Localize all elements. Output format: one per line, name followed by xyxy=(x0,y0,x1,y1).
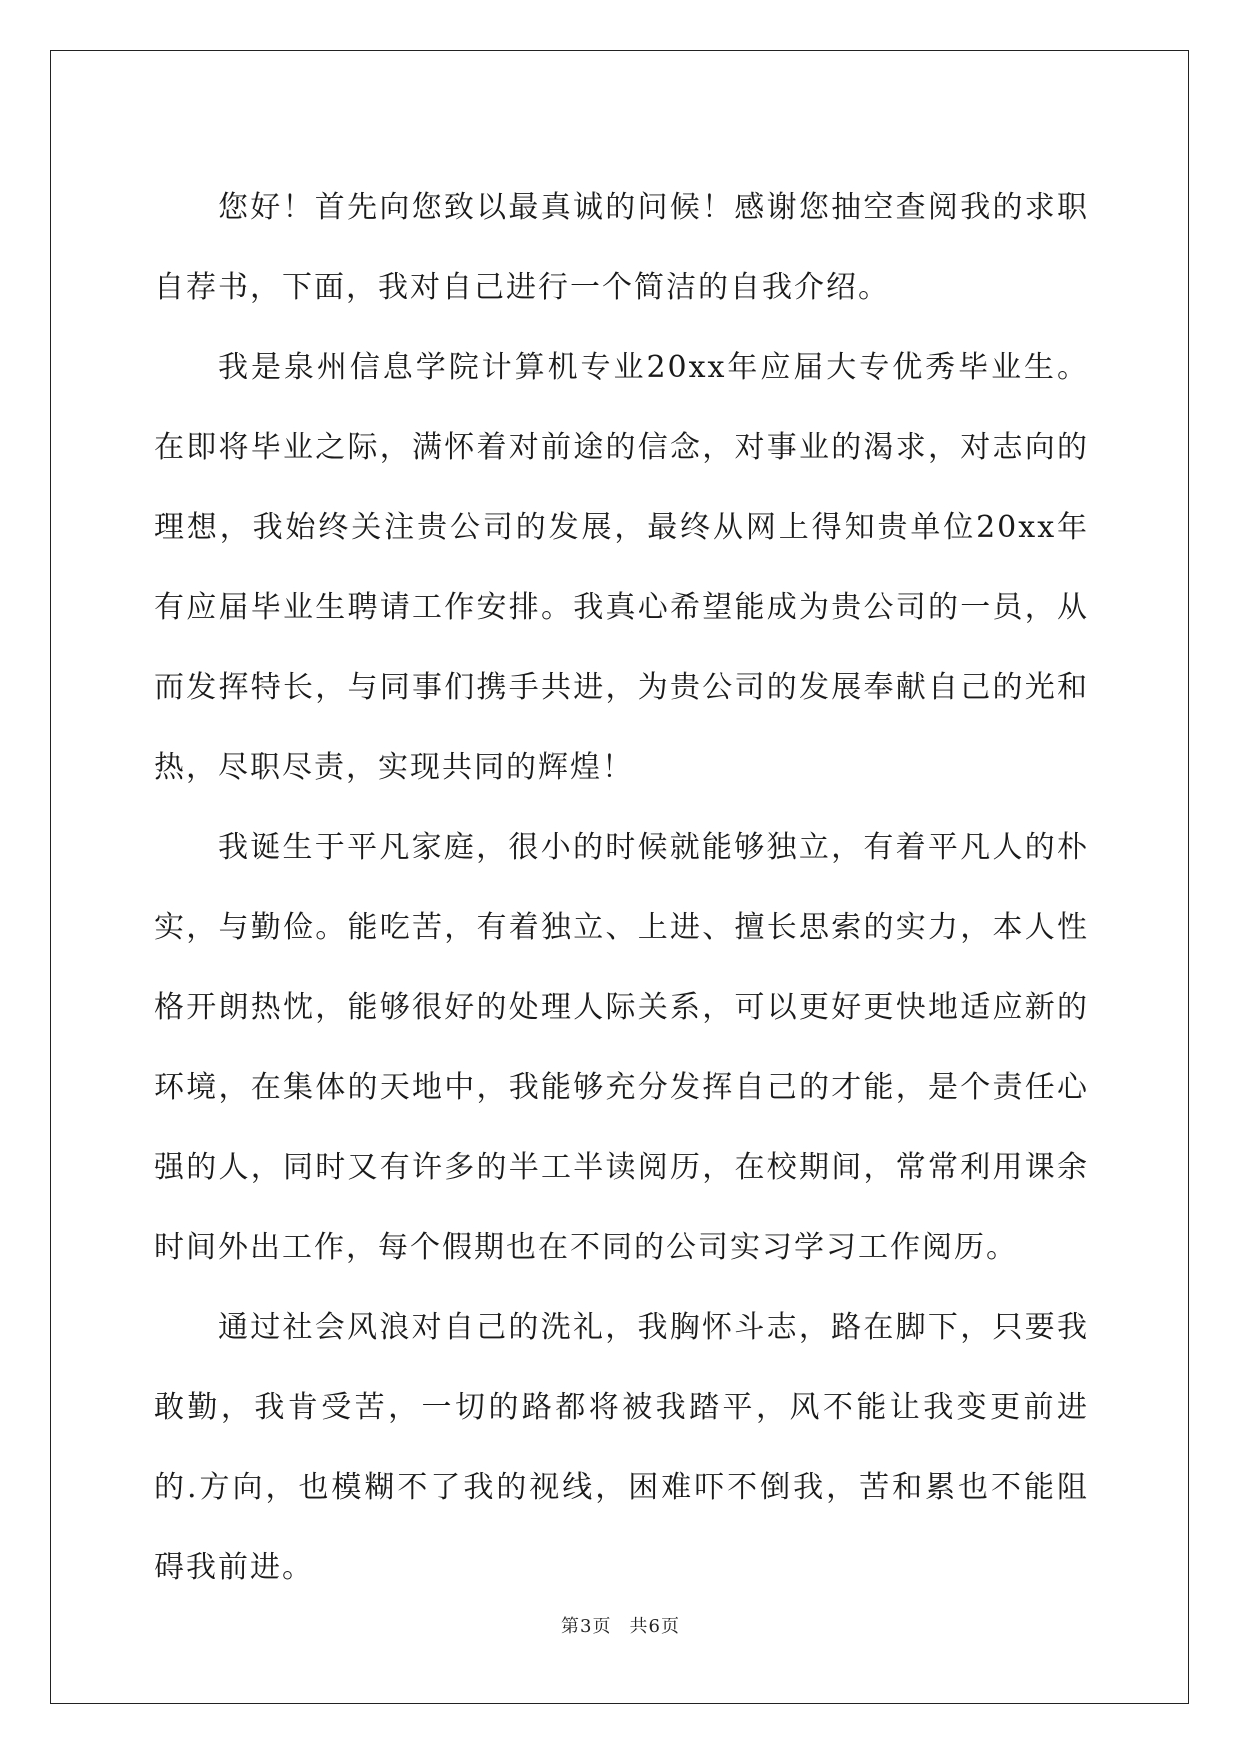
page-number-total: 共6页 xyxy=(629,1616,680,1637)
paragraph-background: 我诞生于平凡家庭，很小的时候就能够独立，有着平凡人的朴实，与勤俭。能吃苦，有着独立、上进、擅长思索的实力，本人性格开朗热忱，能够很好的处理人际关系，可以更好更快地适应新的环境，在集体的天地中，我能够充分发挥自己的才能，是个责任心强的人，同时又有许多的半工半读阅历，在校期间，常常利用课余时间外出工作，每个假期也在不同的公司实习学习工作阅历。 xyxy=(154,830,1089,1265)
page-number-current: 第3页 xyxy=(561,1616,612,1637)
paragraph-determination: 通过社会风浪对自己的洗礼，我胸怀斗志，路在脚下，只要我敢勤，我肯受苦，一切的路都将被我踏平，风不能让我变更前进的.方向，也模糊不了我的视线，困难吓不倒我，苦和累也不能阻碍我前进。 xyxy=(154,1310,1089,1585)
page-footer xyxy=(0,1612,1241,1638)
document-body xyxy=(154,168,1089,1608)
paragraph-introduction: 我是泉州信息学院计算机专业20xx年应届大专优秀毕业生。在即将毕业之际，满怀着对前途的信念，对事业的渴求，对志向的理想，我始终关注贵公司的发展，最终从网上得知贵单位20xx年有应届毕业生聘请工作安排。我真心希望能成为贵公司的一员，从而发挥特长，与同事们携手共进，为贵公司的发展奉献自己的光和热，尽职尽责，实现共同的辉煌！ xyxy=(154,350,1089,785)
paragraph-greeting: 您好！首先向您致以最真诚的问候！感谢您抽空查阅我的求职自荐书，下面，我对自己进行一个简洁的自我介绍。 xyxy=(154,190,1089,305)
